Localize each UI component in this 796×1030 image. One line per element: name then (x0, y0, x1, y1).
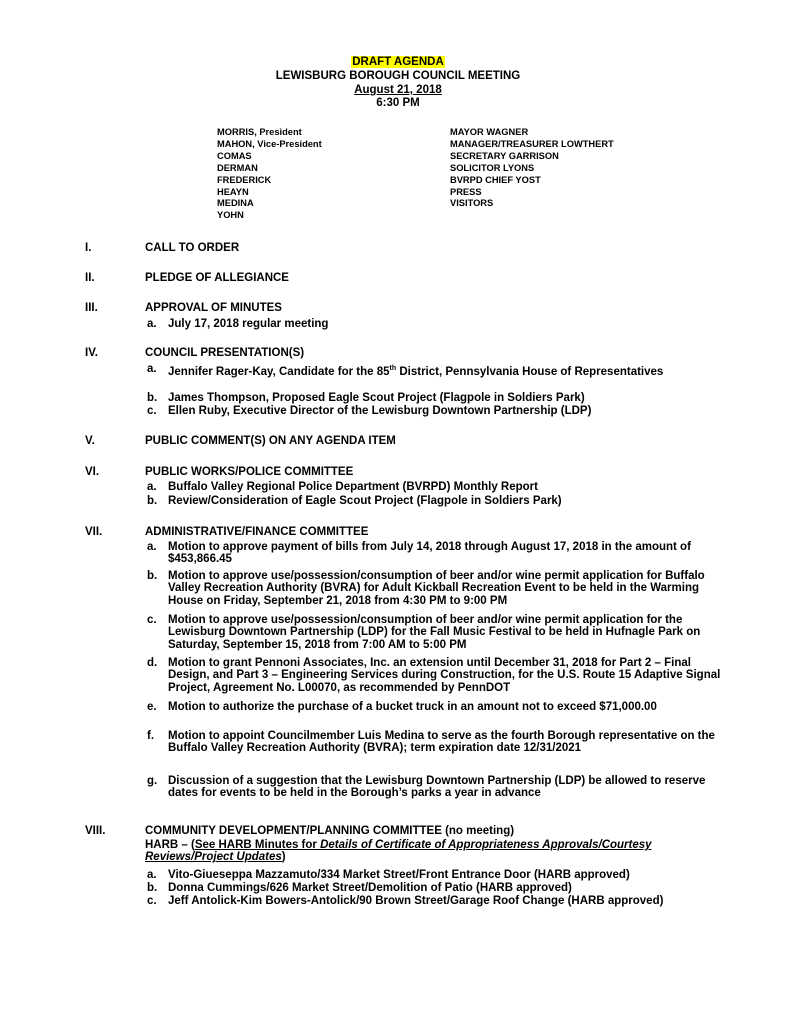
item-letter: a. (147, 481, 157, 493)
item-letter: d. (147, 657, 158, 669)
section-title: ADMINISTRATIVE/FINANCE COMMITTEE (145, 526, 369, 538)
item-text: Ellen Ruby, Executive Director of the Lewisburg Downtown Partnership (LDP) (168, 405, 592, 417)
item-letter: b. (147, 882, 158, 894)
attendee: DERMAN (217, 162, 258, 173)
item-letter: e. (147, 701, 157, 713)
item-text: Review/Consideration of Eagle Scout Project (Flagpole in Soldiers Park) (168, 495, 562, 507)
section-number: VI. (85, 466, 100, 478)
section-title: CALL TO ORDER (145, 242, 240, 254)
section-title: COMMUNITY DEVELOPMENT/PLANNING COMMITTEE (no meeting) (145, 825, 515, 837)
item-text-part: District, Pennsylvania House of Representatives (396, 365, 664, 378)
draft-label: DRAFT AGENDA (352, 56, 444, 68)
item-text: Vito-Giueseppa Mazzamuto/334 Market Street/Front Entrance Door (HARB approved) (168, 869, 630, 881)
item-text: Motion to grant Pennoni Associates, Inc. an extension until December 31, 2018 for Part 2 – Final Design, and Part 3 – Engineering Services during Construction, for the U.S. Route 15 Adaptive Signal Project, Agreement No. L00070, as recommended by PennDOT (168, 657, 721, 694)
attendee: MORRIS, President (217, 127, 302, 137)
attendee: MEDINA (217, 198, 254, 209)
item-text: July 17, 2018 regular meeting (168, 318, 329, 330)
meeting-date-line (0, 84, 796, 97)
harb-link-text: See HARB Minutes for (194, 839, 321, 851)
section-number: II. (85, 272, 95, 284)
section-title: PUBLIC COMMENT(S) ON ANY AGENDA ITEM (145, 435, 396, 447)
attendee: FREDERICK (217, 174, 272, 185)
section-title: APPROVAL OF MINUTES (145, 302, 282, 314)
section-title: COUNCIL PRESENTATION(S) (145, 347, 305, 359)
attendee: COMAS (217, 150, 252, 161)
section-number: III. (85, 302, 98, 314)
item-text: Motion to authorize the purchase of a bucket truck in an amount not to exceed $71,000.00 (168, 701, 657, 713)
item-text-part: Jennifer Rager-Kay, Candidate for the 85 (168, 365, 390, 378)
attendee: VISITORS (450, 198, 494, 209)
attendee: YOHN (217, 210, 244, 221)
item-text: Motion to approve payment of bills from July 14, 2018 through August 17, 2018 in the amount of $453,866.45 (168, 541, 691, 566)
meeting-title: LEWISBURG BOROUGH COUNCIL MEETING (275, 70, 521, 82)
harb-prefix: HARB – ( (145, 839, 195, 851)
item-letter: a. (147, 541, 157, 553)
item-text: Motion to approve use/possession/consumption of beer and/or wine permit application for Buffalo Valley Recreation Authority (BVRA) for Adult Kickball Recreation Event to be held in the Warming House on Friday, September 21, 2018 from 4:30 PM to 9:00 PM (168, 570, 705, 607)
item-text: Motion to approve use/possession/consumption of beer and/or wine permit application for the Lewisburg Downtown Partnership (LDP) for the Fall Music Festival to be held in Hufnagle Park on Saturday, September 15, 2018 from 7:00 AM to 5:00 PM (168, 614, 701, 651)
item-text: Discussion of a suggestion that the Lewisburg Downtown Partnership (LDP) be allowed to reserve dates for events to be held in the Borough’s parks a year in advance (168, 775, 706, 800)
section-number: IV. (85, 347, 99, 359)
harb-link-italic-text: Details of Certificate of Appropriateness Approvals/Courtesy Reviews/Project Updates (145, 839, 652, 864)
item-text: Donna Cummings/626 Market Street/Demolition of Patio (HARB approved) (168, 882, 572, 894)
item-text: Jeff Antolick-Kim Bowers-Antolick/90 Brown Street/Garage Roof Change (HARB approved) (168, 895, 664, 907)
section-number: VIII. (85, 825, 106, 837)
item-letter: f. (147, 730, 155, 742)
item-letter: b. (147, 570, 158, 582)
harb-suffix: ) (281, 851, 286, 864)
item-letter: c. (147, 895, 157, 907)
item-text (168, 363, 728, 378)
item-letter: a. (147, 363, 157, 375)
attendee: SOLICITOR LYONS (450, 162, 535, 173)
item-letter: c. (147, 614, 157, 626)
item-letter: a. (147, 318, 157, 330)
attendees-left-column (217, 127, 322, 222)
attendee: MAHON, Vice-President (217, 138, 322, 149)
harb-minutes-link[interactable] (145, 839, 652, 863)
section-title: PLEDGE OF ALLEGIANCE (145, 272, 289, 284)
item-letter: b. (147, 392, 158, 404)
meeting-time: 6:30 PM (376, 97, 420, 109)
item-letter: b. (147, 495, 158, 507)
attendee: BVRPD CHIEF YOST (450, 174, 541, 185)
item-letter: c. (147, 405, 157, 417)
attendees-right-column (450, 127, 614, 210)
attendee: MANAGER/TREASURER LOWTHERT (450, 138, 614, 149)
meeting-date: August 21, 2018 (354, 84, 442, 96)
attendee: PRESS (450, 186, 482, 197)
item-text: Buffalo Valley Regional Police Department (BVRPD) Monthly Report (168, 481, 538, 493)
section-number: I. (85, 242, 92, 254)
ordinal-suffix: th (389, 365, 397, 372)
draft-label-line (0, 56, 796, 69)
section-title: PUBLIC WORKS/POLICE COMMITTEE (145, 466, 354, 478)
item-text: Motion to appoint Councilmember Luis Medina to serve as the fourth Borough representative on the Buffalo Valley Recreation Authority (BVRA); term expiration date 12/31/2021 (168, 730, 715, 755)
item-letter: g. (147, 775, 158, 787)
attendee: HEAYN (217, 186, 249, 197)
attendee: SECRETARY GARRISON (450, 150, 559, 161)
section-number: VII. (85, 526, 103, 538)
attendee: MAYOR WAGNER (450, 127, 529, 137)
item-text: James Thompson, Proposed Eagle Scout Project (Flagpole in Soldiers Park) (168, 392, 585, 404)
harb-reference (145, 839, 735, 864)
item-letter: a. (147, 869, 157, 881)
section-number: V. (85, 435, 95, 447)
